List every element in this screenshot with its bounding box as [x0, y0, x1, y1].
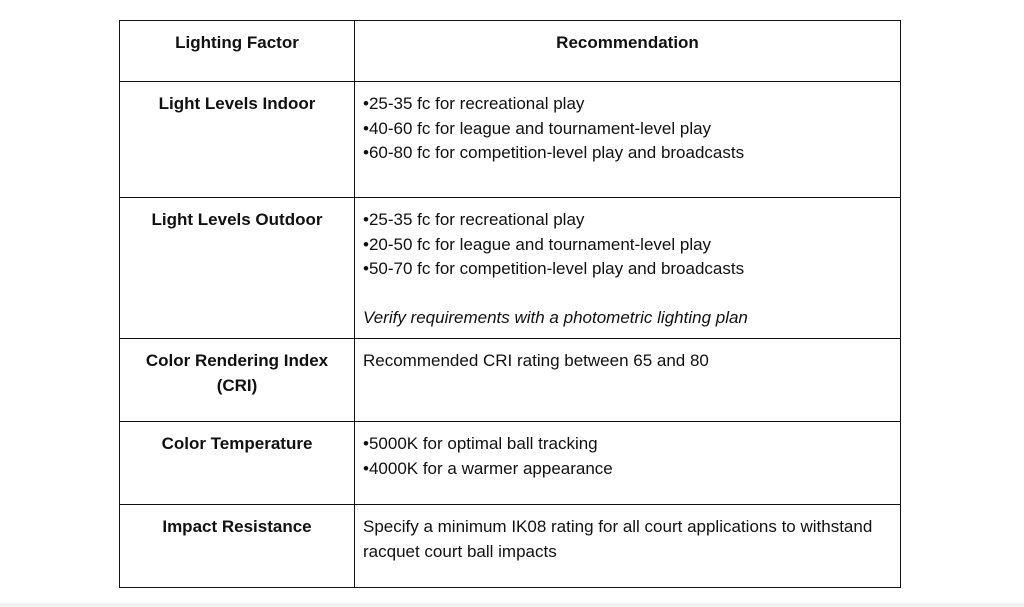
bullet-item: • 40-60 fc for league and tournament-level play: [363, 117, 892, 142]
bullet-item: • 4000K for a warmer appearance: [363, 457, 892, 482]
verification-note: Verify requirements with a photometric lighting plan: [363, 308, 748, 327]
factor-cell: [120, 82, 355, 198]
header-recommendation: Recommendation: [355, 21, 901, 82]
bullet-item: • 25-35 fc for recreational play: [363, 92, 892, 117]
recommendation-cell: [355, 339, 901, 422]
factor-label: Light Levels Indoor: [158, 94, 316, 113]
recommendation-cell: [355, 82, 901, 198]
factor-cell: [120, 339, 355, 422]
factor-cell: [120, 198, 355, 339]
bullet-item: • 60-80 fc for competition-level play and broadcasts: [363, 141, 892, 166]
table-row-color-temperature: [120, 422, 901, 505]
bullet-item: • 25-35 fc for recreational play: [363, 208, 892, 233]
recommendation-cell: [355, 198, 901, 339]
bullet-item: • 5000K for optimal ball tracking: [363, 432, 892, 457]
recommendation-cell: [355, 505, 901, 588]
table-row-light-levels-outdoor: [120, 198, 901, 339]
recommendation-cell: [355, 422, 901, 505]
factor-label: Impact Resistance: [162, 517, 312, 536]
factor-label: Light Levels Outdoor: [151, 210, 323, 229]
lighting-recommendations-table: [119, 20, 901, 588]
table-row-light-levels-indoor: [120, 82, 901, 198]
page-bottom-edge: [0, 603, 1024, 607]
table-row-impact-resistance: [120, 505, 901, 588]
factor-cell: [120, 505, 355, 588]
bullet-item: • 50-70 fc for competition-level play and broadcasts: [363, 257, 892, 282]
table-header-row: [120, 21, 901, 82]
recommendation-text: Recommended CRI rating between 65 and 80: [363, 351, 709, 370]
factor-label: Color Temperature: [161, 434, 313, 453]
recommendation-text: Specify a minimum IK08 rating for all court applications to withstand racquet court ball impacts: [363, 517, 873, 561]
bullet-item: • 20-50 fc for league and tournament-level play: [363, 233, 892, 258]
header-lighting-factor: Lighting Factor: [120, 21, 355, 82]
factor-label: Color Rendering Index (CRI): [145, 351, 329, 395]
factor-cell: [120, 422, 355, 505]
table-row-color-rendering-index: [120, 339, 901, 422]
